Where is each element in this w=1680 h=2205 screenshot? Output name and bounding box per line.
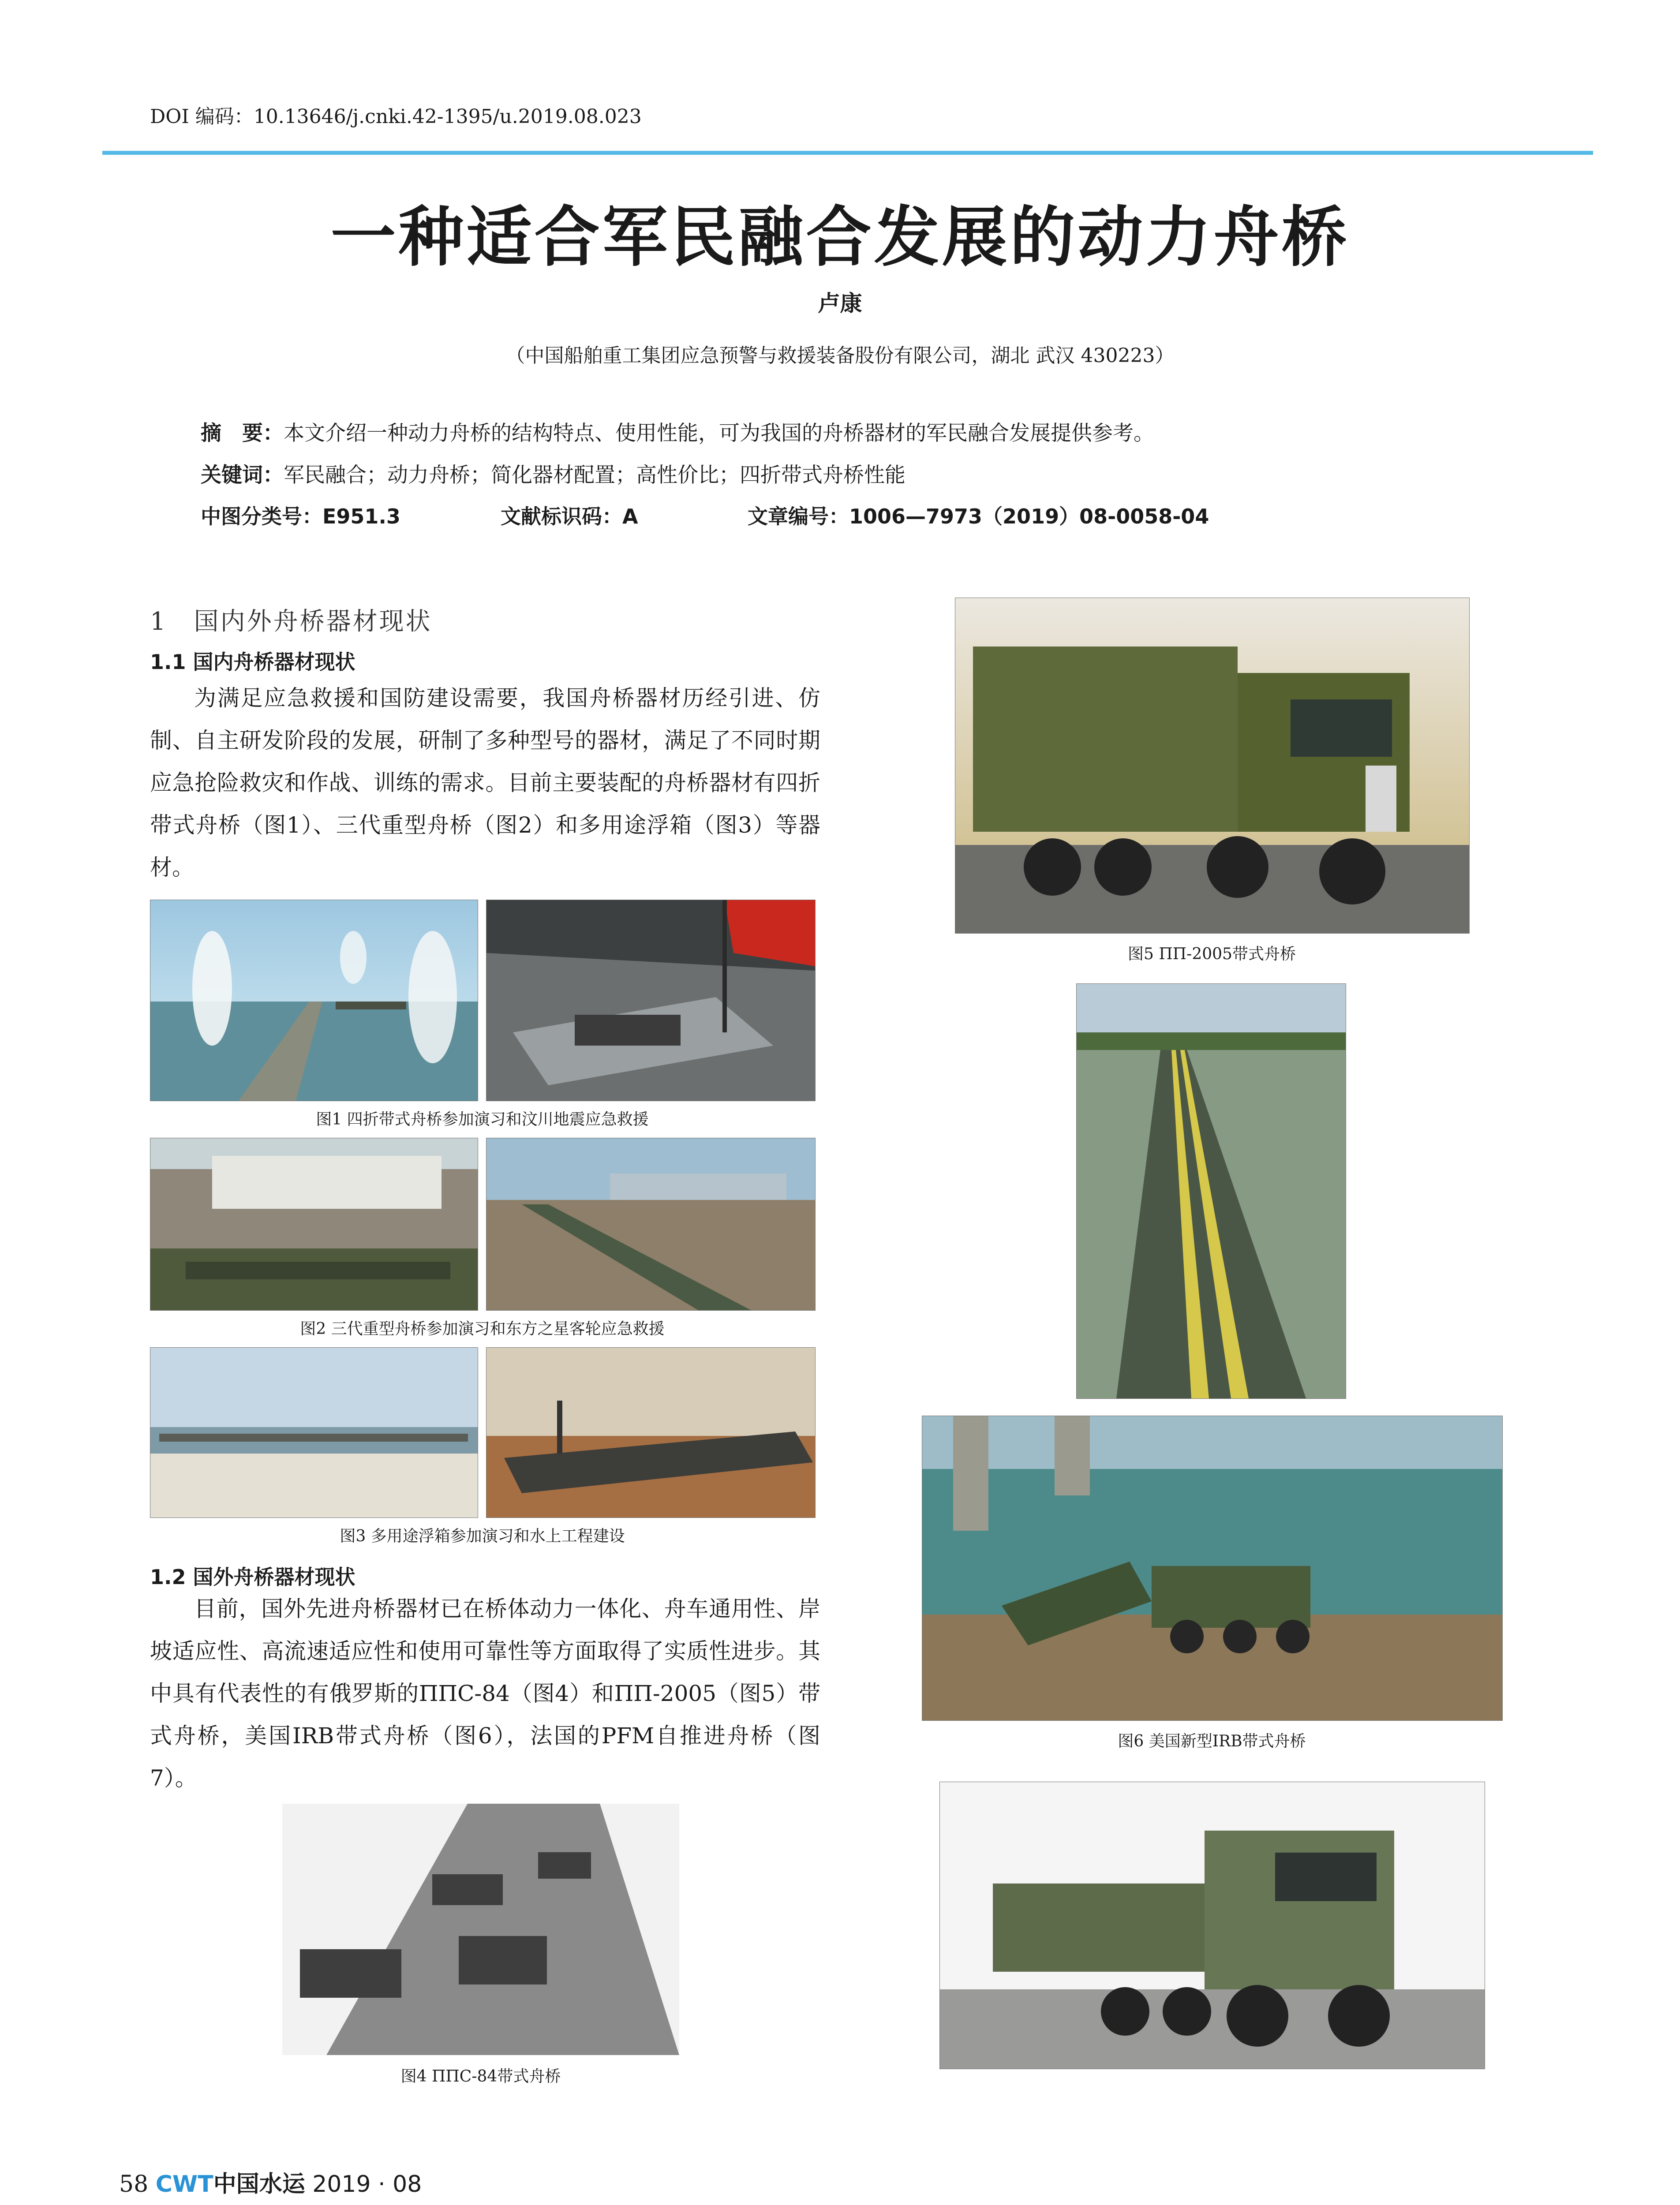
unlabeled-figure-pfm-truck: [939, 1782, 1485, 2069]
keywords-label: 关键词：: [201, 463, 284, 487]
doi-line: DOI 编码：10.13646/j.cnki.42-1395/u.2019.08.023: [150, 105, 642, 128]
fig2-photo-eastern-star-rescue: [486, 1138, 816, 1311]
page-footer: [119, 2165, 422, 2198]
subsection-heading-1-1: 1.1 国内舟桥器材现状: [150, 650, 355, 674]
journal-name: 中国水运: [213, 2171, 305, 2198]
fig1-photo-exercise: [150, 900, 478, 1101]
article-number: 文章编号：1006—7973（2019）08-0058-04: [748, 505, 1209, 528]
abstract-label: 摘 要：: [201, 421, 284, 445]
clc-number: 中图分类号：E951.3: [201, 505, 400, 528]
fig3-caption: 图3 多用途浮箱参加演习和水上工程建设: [340, 1527, 625, 1545]
unlabeled-figure-pontoon-bridge: [1076, 983, 1346, 1399]
fig5-caption: 图5 ПΠ-2005带式舟桥: [1128, 945, 1296, 963]
fig3-photo-exercise: [150, 1347, 478, 1518]
fig4-photo: [282, 1804, 679, 2055]
journal-logo-cwt: CWT: [155, 2171, 213, 2198]
keywords: [201, 459, 905, 488]
header-rule: [102, 151, 1593, 155]
classification-line: [201, 501, 1209, 530]
fig2-caption: 图2 三代重型舟桥参加演习和东方之星客轮应急救援: [300, 1320, 665, 1338]
body-paragraph: [150, 677, 820, 889]
fig2-photo-exercise: [150, 1138, 478, 1311]
abstract: [201, 417, 1154, 446]
affiliation: （中国船舶重工集团应急预警与救援装备股份有限公司，湖北 武汉 430223）: [505, 344, 1175, 367]
keywords-text: 军民融合；动力舟桥；简化器材配置；高性价比；四折带式舟桥性能: [284, 463, 905, 487]
fig6-photo: [922, 1416, 1503, 1721]
fig3-photo-water-engineering: [486, 1347, 816, 1518]
fig5-photo: [955, 598, 1470, 934]
author: 卢康: [818, 291, 862, 316]
fig1-photo-earthquake-rescue: [486, 900, 816, 1101]
document-code: 文献标识码：A: [501, 505, 638, 528]
article-title: 一种适合军民融合发展的动力舟桥: [330, 198, 1350, 275]
abstract-text: 本文介绍一种动力舟桥的结构特点、使用性能，可为我国的舟桥器材的军民融合发展提供参考。: [284, 421, 1154, 445]
paragraph-text: 目前，国外先进舟桥器材已在桥体动力一体化、舟车通用性、岸坡适应性、高流速适应性和使用可靠性等方面取得了实质性进步。其中具有代表性的有俄罗斯的ПΠС-84（图4）和ПΠ-2005（图5）带式舟桥，美国IRB带式舟桥（图6），法国的PFM自推进舟桥（图7）。: [150, 1596, 820, 1791]
issue-number: 2019 · 08: [312, 2171, 422, 2198]
fig1-caption: 图1 四折带式舟桥参加演习和汶川地震应急救援: [316, 1110, 649, 1129]
fig4-caption: 图4 ПΠС-84带式舟桥: [400, 2067, 561, 2085]
body-paragraph: [150, 1588, 820, 1799]
page-number: 58: [119, 2171, 149, 2198]
section-heading: 1 国内外舟桥器材现状: [150, 607, 432, 636]
subsection-heading-1-2: 1.2 国外舟桥器材现状: [150, 1565, 355, 1589]
fig6-caption: 图6 美国新型IRB带式舟桥: [1118, 1732, 1306, 1750]
paragraph-text: 为满足应急救援和国防建设需要，我国舟桥器材历经引进、仿制、自主研发阶段的发展，研制了多种型号的器材，满足了不同时期应急抢险救灾和作战、训练的需求。目前主要装配的舟桥器材有四折带式舟桥（图1）、三代重型舟桥（图2）和多用途浮箱（图3）等器材。: [150, 685, 820, 880]
